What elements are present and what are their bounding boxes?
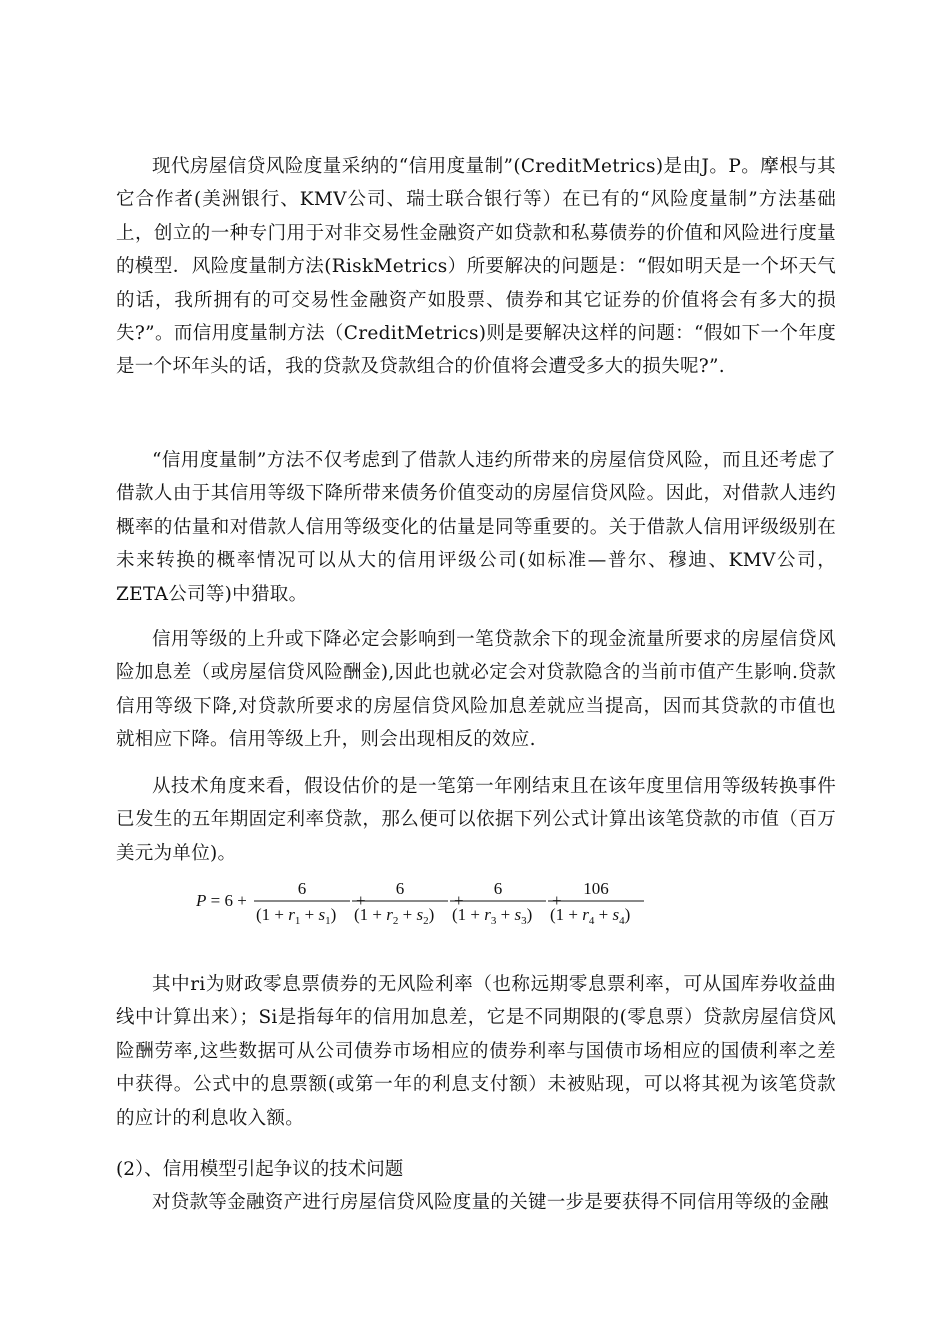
formula-denominator-3: $(1 + r_3 + s_3)$ (452, 905, 533, 927)
formula-denominator-1: $(1 + r_1 + s_1)$ (256, 905, 337, 927)
formula-denominator-2: $(1 + r_2 + s_2)$ (354, 905, 435, 927)
paragraph-variable-definitions: 其中ri为财政零息票债券的无风险利率（也称远期零息票利率，可从国库券收益曲线中计算出来）；Si是指每年的信用加息差，它是不同期限的(零息票）贷款房屋信贷风险酬劳率,这些数据可从公司债券市场相应的债券利率与国债市场相应的国债利率之差中获得。公式中的息票额(或第一年的利息支付额）未被贴现，可以将其视为该笔贷款的应计的利息收入额。 (116, 974, 836, 1129)
paragraph-continuation: 对贷款等金融资产进行房屋信贷风险度量的关键一步是要获得不同信用等级的金融 (152, 1192, 829, 1213)
formula-lhs: P = 6 + (196, 891, 247, 910)
formula-numerator-2: 6 (395, 879, 405, 898)
formula-numerator-4: 106 (583, 879, 609, 898)
paragraph-rating-change-effect: 信用等级的上升或下降必定会影响到一笔贷款余下的现金流量所要求的房屋信贷风险加息差（或房屋信贷风险酬金),因此也就必定会对贷款隐含的当前市值产生影响.贷款信用等级下降,对贷款所要求的房屋信贷风险加息差就应当提高，因而其贷款的市值也就相应下降。信用等级上升，则会出现相反的效应. (116, 629, 836, 751)
formula-numerator-3: 6 (493, 879, 503, 898)
formula-plus-1: + (356, 891, 366, 910)
section-heading: (2）、信用模型引起争议的技术问题 (116, 1159, 404, 1180)
paragraph-valuation-method: 从技术角度来看，假设估价的是一笔第一年刚结束且在该年度里信用等级转换事件已发生的五年期固定利率贷款，那么便可以依据下列公式计算出该笔贷款的市值（百万美元为单位)。 (116, 776, 836, 864)
paragraph-creditmetrics-intro: 现代房屋信贷风险度量采纳的“信用度量制”(CreditMetrics)是由J。P。摩根与其它合作者(美洲银行、KMV公司、瑞士联合银行等）在已有的“风险度量制”方法基础上，创立的一种专门用于对非交易性金融资产如贷款和私募债券的价值和风险进行度量的模型．风险度量制方法(RiskMetrics）所要解决的问题是：“假如明天是一个坏天气的话，我所拥有的可交易性金融资产如股票、债券和其它证券的价值将会有多大的损失?”。而信用度量制方法（CreditMetrics)则是要解决这样的问题：“假如下一个年度是一个坏年头的话，我的贷款及贷款组合的价值将会遭受多大的损失呢?”. (116, 156, 836, 378)
formula-numerator-1: 6 (297, 879, 307, 898)
loan-value-formula (196, 872, 656, 932)
formula-graphic (196, 872, 656, 932)
paragraph-default-and-downgrade: “信用度量制”方法不仅考虑到了借款人违约所带来的房屋信贷风险，而且还考虑了借款人由于其信用等级下降所带来债务价值变动的房屋信贷风险。因此，对借款人违约概率的估量和对借款人信用等级变化的估量是同等重要的。关于借款人信用评级级别在未来转换的概率情况可以从大的信用评级公司(如标准—普尔、穆迪、KMV公司，ZETA公司等)中猎取。 (116, 450, 836, 605)
formula-denominator-4: $(1 + r_4 + s_4)$ (550, 905, 631, 927)
formula-plus-3: + (552, 891, 562, 910)
formula-plus-2: + (454, 891, 464, 910)
